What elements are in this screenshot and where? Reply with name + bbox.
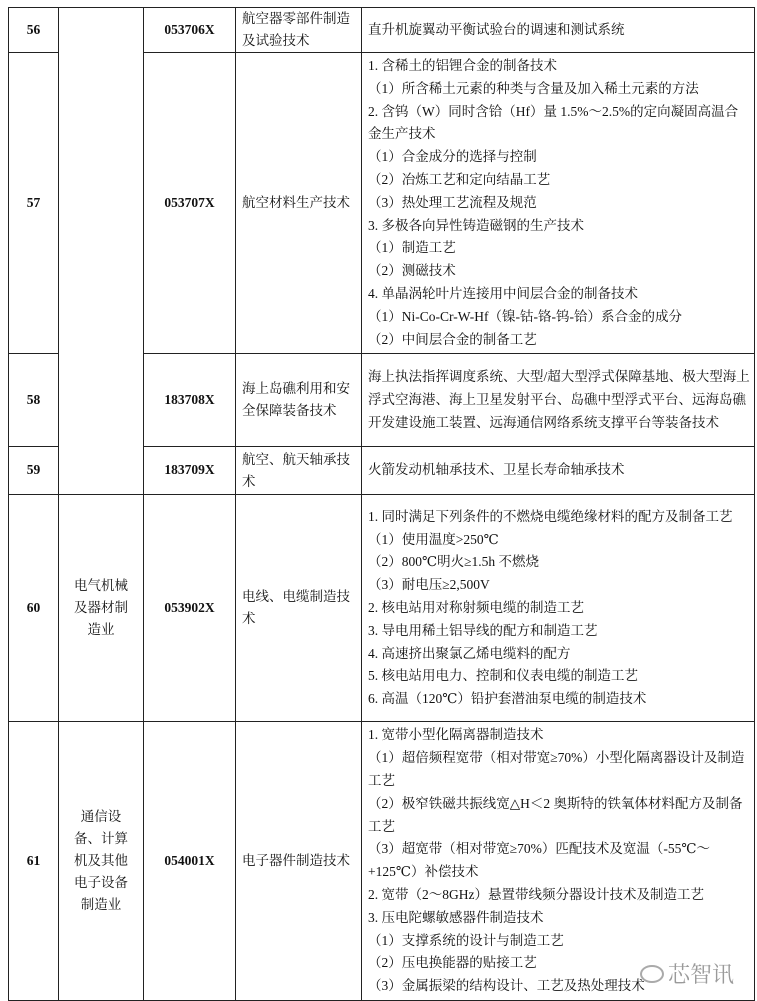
tech-description	[362, 447, 755, 495]
description-line: （3）热处理工艺流程及规范	[368, 194, 537, 210]
tech-name: 海上岛礁利用和安全保障装备技术	[236, 354, 362, 447]
description-line: 直升机旋翼动平衡试验台的调速和测试系统	[368, 21, 625, 37]
tech-name: 航空材料生产技术	[236, 53, 362, 354]
description-line: （3）超宽带（相对带宽≥70%）匹配技术及宽温（-55℃～+125℃）补偿技术	[368, 841, 711, 880]
row-number: 60	[9, 495, 59, 722]
description-line: （1）使用温度>250℃	[368, 531, 499, 547]
tech-code: 053902X	[144, 495, 236, 722]
table-row	[9, 495, 755, 722]
description-line: 1. 同时满足下列条件的不燃烧电缆绝缘材料的配方及制备工艺	[368, 508, 733, 524]
description-line: 5. 核电站用电力、控制和仪表电缆的制造工艺	[368, 668, 638, 684]
category-cell: 通信设备、计算机及其他电子设备制造业	[59, 722, 144, 1001]
description-line: 1. 宽带小型化隔离器制造技术	[368, 727, 544, 743]
description-line: （1）制造工艺	[368, 240, 456, 256]
tech-description	[362, 354, 755, 447]
watermark-text: 芯智讯	[668, 963, 735, 988]
description-line: 3. 导电用稀土铝导线的配方和制造工艺	[368, 622, 598, 638]
description-line: 火箭发动机轴承技术、卫星长寿命轴承技术	[368, 462, 625, 478]
tech-code: 053706X	[144, 8, 236, 53]
row-number: 59	[9, 447, 59, 495]
row-number: 56	[9, 8, 59, 53]
description-line: 3. 压电陀螺敏感器件制造技术	[368, 909, 544, 925]
description-line: （1）支撑系统的设计与制造工艺	[368, 932, 564, 948]
description-line: （2）极窄铁磁共振线宽△H＜2 奥斯特的铁氧体材料配方及制备工艺	[368, 795, 743, 834]
tech-code: 183708X	[144, 354, 236, 447]
description-line: （1）超倍频程宽带（相对带宽≥70%）小型化隔离器设计及制造工艺	[368, 750, 745, 788]
tech-name: 航空、航天轴承技术	[236, 447, 362, 495]
description-line: 2. 核电站用对称射频电缆的制造工艺	[368, 599, 584, 615]
description-line: 2. 含钨（W）同时含铪（Hf）量 1.5%～2.5%的定向凝固高温合金生产技术	[368, 103, 739, 142]
description-line: 4. 单晶涡轮叶片连接用中间层合金的制备技术	[368, 285, 638, 301]
category-cell	[59, 8, 144, 495]
description-line: （1）Ni-Co-Cr-W-Hf（镍-钴-铬-钨-铪）系合金的成分	[368, 308, 682, 324]
description-line: （2）冶炼工艺和定向结晶工艺	[368, 171, 551, 187]
watermark	[640, 958, 734, 989]
tech-description	[362, 495, 755, 722]
description-line: （1）合金成分的选择与控制	[368, 149, 537, 165]
tech-code: 053707X	[144, 53, 236, 354]
description-line: 4. 高速挤出聚氯乙烯电缆料的配方	[368, 645, 571, 661]
description-line: 3. 多极各向异性铸造磁钢的生产技术	[368, 217, 584, 233]
row-number: 61	[9, 722, 59, 1001]
wechat-icon	[640, 965, 664, 983]
description-line: 1. 含稀土的铝锂合金的制备技术	[368, 58, 557, 73]
tech-code: 054001X	[144, 722, 236, 1001]
description-line: 海上执法指挥调度系统、大型/超大型浮式保障基地、极大型海上浮式空海港、海上卫星发射平台、岛礁中型浮式平台、远海岛礁开发建设施工装置、远海通信网络系统支撑平台等装备技术	[368, 369, 750, 430]
description-line: （2）中间层合金的制备工艺	[368, 331, 537, 347]
row-number: 58	[9, 354, 59, 447]
table-row	[9, 8, 755, 53]
description-line: （2）800℃明火≥1.5h 不燃烧	[368, 554, 540, 570]
description-line: （3）耐电压≥2,500V	[368, 577, 490, 593]
technology-table	[8, 7, 755, 1001]
row-number: 57	[9, 53, 59, 354]
description-line: （2）测磁技术	[368, 263, 456, 279]
tech-description	[362, 53, 755, 354]
category-cell: 电气机械及器材制造业	[59, 495, 144, 722]
tech-name: 电线、电缆制造技术	[236, 495, 362, 722]
description-line: （2）压电换能器的贴接工艺	[368, 955, 537, 971]
tech-name: 航空器零部件制造及试验技术	[236, 8, 362, 53]
description-line: 6. 高温（120℃）铅护套潜油泵电缆的制造技术	[368, 691, 647, 707]
description-line: （1）所含稀土元素的种类与含量及加入稀土元素的方法	[368, 80, 699, 96]
tech-description	[362, 8, 755, 53]
description-line: （3）金属振梁的结构设计、工艺及热处理技术	[368, 978, 645, 994]
tech-name: 电子器件制造技术	[236, 722, 362, 1001]
description-line: 2. 宽带（2～8GHz）悬置带线频分器设计技术及制造工艺	[368, 886, 704, 902]
tech-code: 183709X	[144, 447, 236, 495]
